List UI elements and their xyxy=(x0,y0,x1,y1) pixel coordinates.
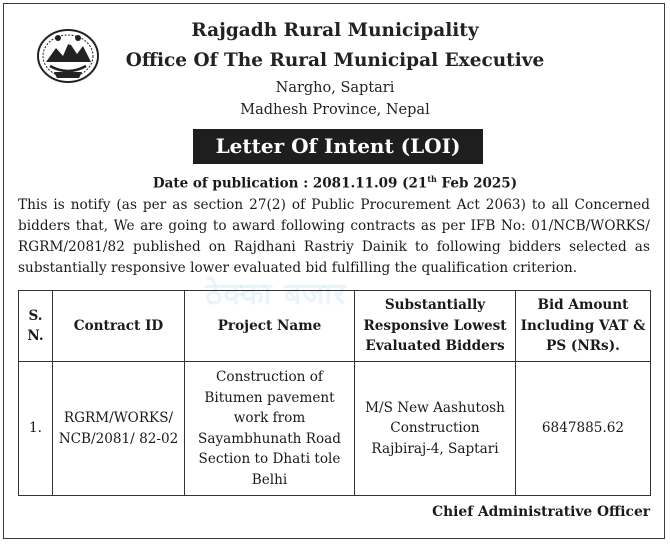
publication-date-ad-suffix: th xyxy=(427,174,437,184)
municipality-name: Rajgadh Rural Municipality xyxy=(191,20,479,41)
document-title: Letter Of Intent (LOI) xyxy=(193,129,483,164)
office-location: Nargho, Saptari xyxy=(275,80,395,96)
header-project-name: Project Name xyxy=(185,291,355,362)
office-province: Madhesh Province, Nepal xyxy=(240,102,430,118)
publication-date xyxy=(0,174,670,192)
header-bidders: Substantially Responsive Lowest Evaluated Bidders xyxy=(355,291,516,362)
header-contract-id: Contract ID xyxy=(53,291,185,362)
header-bid-amount: Bid Amount Including VAT & PS (NRs). xyxy=(516,291,651,362)
cell-bidder: M/S New Aashutosh Construction Rajbiraj-4, Saptari xyxy=(355,362,516,496)
signatory: Chief Administrative Officer xyxy=(432,504,650,520)
notice-paragraph: This is notify (as per as section 27(2) of Public Procurement Act 2063) to all Concerned bidders that, We are going to award following contracts as per IFB No: 01/NCB/WORKS/ RGRM/2081/82 published on Rajdhani Rastriy Dainik to following bidders selected as substantially responsive lower evaluated bid fulfilling the qualification criterion. xyxy=(18,197,650,276)
publication-date-ad-day: (21 xyxy=(402,175,428,192)
cell-amount: 6847885.62 xyxy=(516,362,651,496)
cell-contract-id: RGRM/WORKS/ NCB/2081/ 82-02 xyxy=(53,362,185,496)
header-sn: S. N. xyxy=(19,291,53,362)
cell-project-name: Construction of Bitumen pavement work from Sayambhunath Road Section to Dhati tole Belhi xyxy=(185,362,355,496)
office-name: Office Of The Rural Municipal Executive xyxy=(125,50,545,71)
table-header-row xyxy=(19,291,651,362)
table-row xyxy=(19,362,651,496)
cell-sn: 1. xyxy=(19,362,53,496)
publication-date-bs: 2081.11.09 xyxy=(312,175,398,192)
watermark: ठेक्का बजार xyxy=(205,277,347,312)
publication-date-ad-rest: Feb 2025) xyxy=(441,175,518,192)
publication-label: Date of publication : xyxy=(152,175,309,192)
award-table xyxy=(18,290,651,496)
